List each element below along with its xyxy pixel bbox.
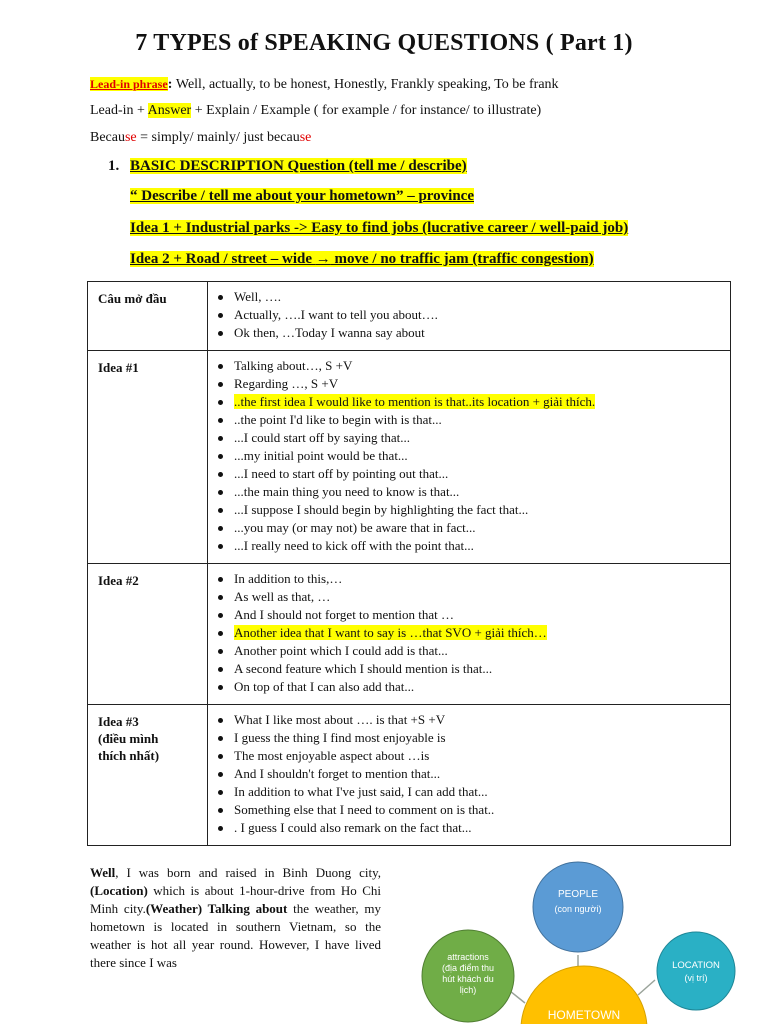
- row-label-line: (điều mình: [98, 731, 159, 746]
- row-label: [88, 705, 208, 846]
- list-item: Actually, ….I want to tell you about….: [216, 306, 730, 324]
- row-label-line: thích nhất): [98, 748, 160, 763]
- lead-in-colon: :: [167, 77, 176, 92]
- connector-line: [638, 980, 655, 995]
- list-item: Another point which I could add is that...: [216, 642, 730, 660]
- list-item: ...I need to start off by pointing out that...: [216, 465, 730, 483]
- hometown-mindmap: [410, 855, 768, 1024]
- section-number: 1.: [108, 158, 120, 174]
- idea2-line: [130, 251, 594, 268]
- location-subtitle: (vị trí): [684, 973, 708, 983]
- mindmap-graphic: [410, 855, 768, 1024]
- arrow-icon: →: [315, 251, 331, 267]
- list-item: In addition to this,…: [216, 570, 730, 588]
- idea1-line: [130, 220, 628, 237]
- row-content: [208, 705, 731, 846]
- row-label: Idea #1: [88, 351, 208, 564]
- row-content: [208, 282, 731, 351]
- structure-part2: + Explain / Example ( for example / for instance/ to illustrate): [191, 103, 542, 118]
- row-label: Câu mở đầu: [88, 282, 208, 351]
- attractions-line: attractions: [447, 952, 489, 962]
- para-location: (Location): [90, 883, 148, 898]
- table-row: [88, 282, 731, 351]
- because-c: = simply/ mainly/ just becau: [136, 130, 300, 145]
- structure-answer: Answer: [147, 103, 192, 118]
- attractions-line: (địa điểm thu: [441, 963, 495, 973]
- list-item: What I like most about …. is that +S +V: [216, 711, 730, 729]
- para-text-2: which is about 1-hour-drive from Ho Chi Minh city.: [90, 883, 381, 916]
- row-content: [208, 564, 731, 705]
- list-item: Well, ….: [216, 288, 730, 306]
- para-text-3: the weather, my hometown is located in southern Vietnam, so the weather is hot all year round. However, I have lived there since I was: [90, 901, 381, 970]
- row-content: [208, 351, 731, 564]
- list-item: [216, 393, 730, 411]
- because-line: [90, 130, 311, 146]
- list-item: ...you may (or may not) be aware that in fact...: [216, 519, 730, 537]
- list-item: [216, 624, 730, 642]
- structure-line: [90, 103, 541, 119]
- location-title: LOCATION: [672, 960, 720, 971]
- people-subtitle: (con người): [554, 904, 602, 914]
- lead-in-phrases: Well, actually, to be honest, Honestly, Frankly speaking, To be frank: [175, 77, 559, 92]
- bullet-list: [208, 564, 730, 702]
- list-item: ...I could start off by saying that...: [216, 429, 730, 447]
- idea2-text-b: move / no traffic jam (traffic congestion): [330, 251, 594, 267]
- lead-in-line: [90, 77, 559, 93]
- list-item: As well as that, …: [216, 588, 730, 606]
- row-label-line: Idea #3: [98, 714, 139, 729]
- bullet-list: [208, 705, 730, 843]
- list-item: . I guess I could also remark on the fact that...: [216, 819, 730, 837]
- bullet-list: [208, 282, 730, 348]
- table-row: [88, 351, 731, 564]
- list-item: ..the point I'd like to begin with is that...: [216, 411, 730, 429]
- highlighted-text: Another idea that I want to say is …that SVO + giải thích…: [234, 625, 547, 640]
- table-row: [88, 705, 731, 846]
- section-heading: [108, 158, 467, 175]
- attractions-label: [428, 952, 508, 996]
- structure-part1: Lead-in +: [90, 103, 148, 118]
- location-label: [656, 960, 736, 984]
- list-item: Something else that I need to comment on is that..: [216, 801, 730, 819]
- para-weather: (Weather) Talking about: [145, 901, 288, 916]
- list-item: And I shouldn't forget to mention that...: [216, 765, 730, 783]
- list-item: ...my initial point would be that...: [216, 447, 730, 465]
- list-item: Ok then, …Today I wanna say about: [216, 324, 730, 342]
- because-d: se: [299, 130, 312, 145]
- para-well: Well: [90, 865, 116, 880]
- attractions-line: lịch): [459, 985, 477, 995]
- bullet-list: [208, 351, 730, 561]
- because-a: Becau: [90, 130, 125, 145]
- list-item: ...I really need to kick off with the point that...: [216, 537, 730, 555]
- list-item: ...the main thing you need to know is that...: [216, 483, 730, 501]
- example-question: [130, 188, 474, 205]
- list-item: And I should not forget to mention that …: [216, 606, 730, 624]
- sample-paragraph: [90, 864, 381, 972]
- list-item: A second feature which I should mention is that...: [216, 660, 730, 678]
- list-item: In addition to what I've just said, I can add that...: [216, 783, 730, 801]
- highlighted-text: ..the first idea I would like to mention is that..its location + giải thích.: [234, 394, 596, 409]
- list-item: Talking about…, S +V: [216, 357, 730, 375]
- table-row: [88, 564, 731, 705]
- page-title: 7 TYPES of SPEAKING QUESTIONS ( Part 1): [135, 30, 633, 56]
- hometown-label: HOMETOWN: [547, 1008, 621, 1022]
- list-item: Regarding …, S +V: [216, 375, 730, 393]
- section-title: BASIC DESCRIPTION Question (tell me / describe): [130, 158, 467, 174]
- example-question-text: “ Describe / tell me about your hometown” – province: [130, 188, 474, 204]
- phrases-table: [87, 281, 731, 846]
- idea1-text: Idea 1 + Industrial parks -> Easy to find jobs (lucrative career / well-paid job): [130, 220, 629, 236]
- para-text-1: , I was born and raised in Binh Duong city,: [115, 865, 381, 880]
- because-b: se: [124, 130, 137, 145]
- list-item: I guess the thing I find most enjoyable is: [216, 729, 730, 747]
- people-label: [538, 889, 618, 915]
- row-label: Idea #2: [88, 564, 208, 705]
- list-item: On top of that I can also add that...: [216, 678, 730, 696]
- list-item: The most enjoyable aspect about …is: [216, 747, 730, 765]
- lead-in-label: Lead-in phrase: [90, 77, 168, 91]
- list-item: ...I suppose I should begin by highlighting the fact that...: [216, 501, 730, 519]
- idea2-text-a: Idea 2 + Road / street – wide: [130, 251, 316, 267]
- attractions-line: hút khách du: [442, 974, 494, 984]
- people-title: PEOPLE: [557, 889, 599, 900]
